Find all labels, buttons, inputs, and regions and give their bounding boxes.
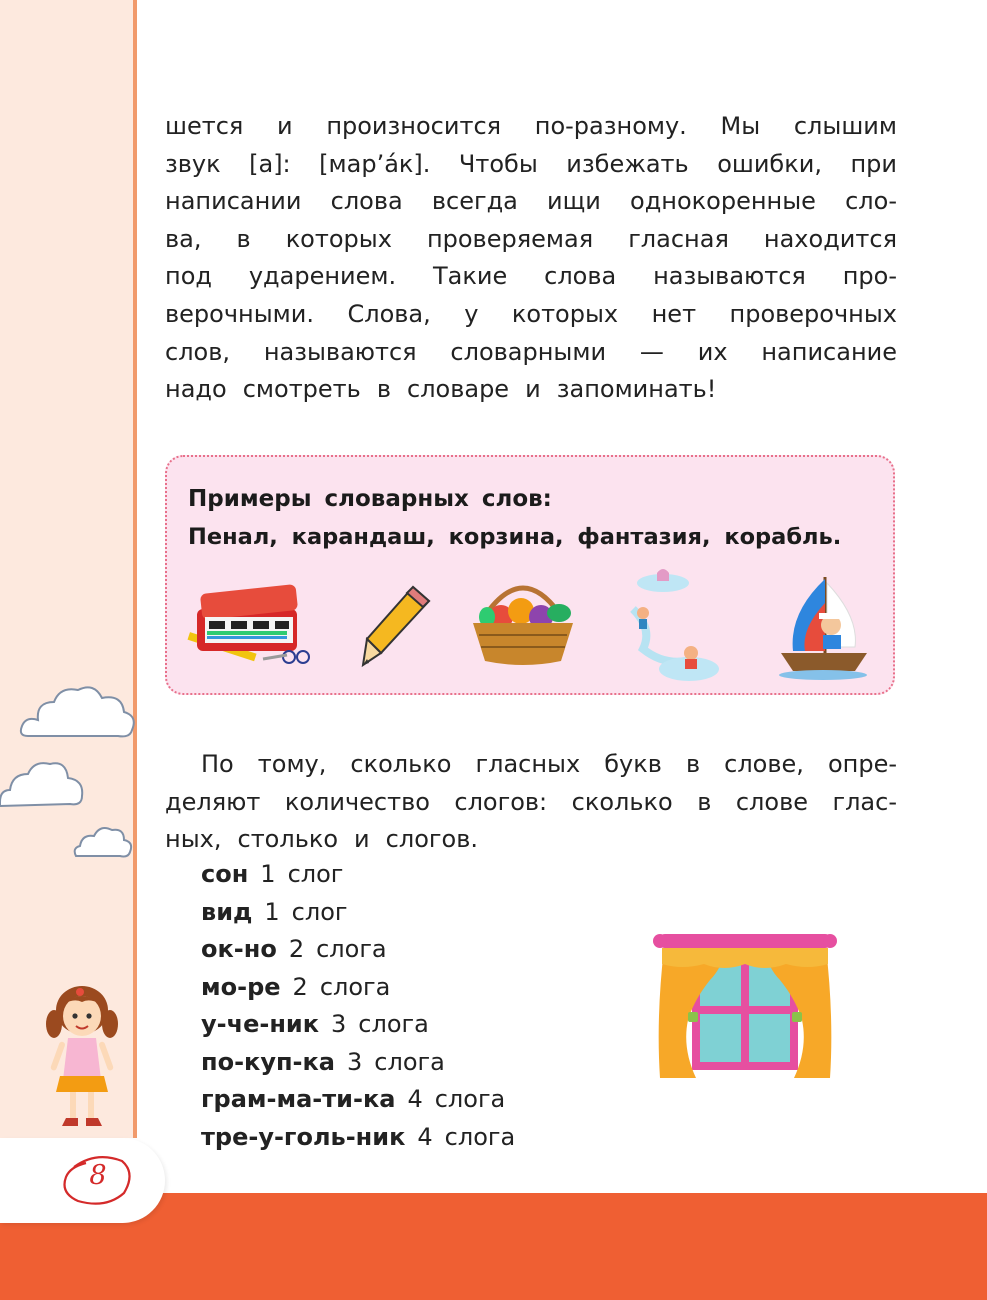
syllable-word: мо-ре — [201, 972, 281, 1001]
paragraph-1 — [165, 108, 897, 409]
window-curtains-icon — [652, 928, 838, 1088]
pencil-case-icon — [183, 569, 315, 669]
list-item — [201, 931, 601, 969]
cloud-icon — [18, 676, 138, 748]
cloud-icon — [72, 822, 134, 862]
text-line: ных, столько и слогов. — [165, 825, 478, 854]
cloud-icon — [0, 752, 86, 814]
syllable-unit: слог — [291, 897, 348, 926]
list-item — [201, 1044, 601, 1082]
list-item — [201, 969, 601, 1007]
syllable-unit: слога — [374, 1047, 445, 1076]
syllable-word: грам-ма-ти-ка — [201, 1085, 396, 1113]
syllable-unit: слога — [358, 1010, 429, 1038]
syllable-list — [201, 856, 601, 1156]
syllable-count: 3 — [331, 1010, 347, 1038]
list-item — [201, 894, 601, 932]
syllable-unit: слог — [287, 860, 344, 888]
text-line: надо смотреть в словаре и запоминать! — [165, 375, 717, 404]
list-item — [201, 1119, 601, 1157]
paragraph-2 — [165, 746, 897, 859]
fantasy-clouds-icon — [623, 569, 723, 689]
text-line: под ударением. Такие слова называются про- — [165, 262, 897, 291]
syllable-word: тре-у-голь-ник — [201, 1122, 406, 1151]
text-line: звук [а]: [мар’а́к]. Чтобы избежать ошибки, при — [165, 149, 897, 178]
page-number: 8 — [62, 1153, 134, 1207]
syllable-unit: слога — [434, 1085, 506, 1113]
girl-icon — [36, 980, 128, 1130]
syllable-count: 1 — [260, 860, 276, 888]
list-item — [201, 856, 601, 894]
examples-box — [165, 455, 895, 695]
examples-title: Примеры словарных слов: — [188, 486, 552, 512]
syllable-count: 3 — [347, 1047, 363, 1076]
syllable-word: по-куп-ка — [201, 1047, 335, 1076]
list-item — [201, 1081, 601, 1119]
text-line: деляют количество слогов: сколько в слове глас- — [165, 787, 897, 816]
syllable-count: 4 — [407, 1085, 423, 1113]
syllable-word: ок-но — [201, 935, 277, 963]
syllable-unit: слога — [316, 935, 387, 963]
text-line: шется и произносится по-разному. Мы слышим — [165, 112, 897, 140]
text-line: По тому, сколько гласных букв в слове, опре- — [201, 750, 897, 778]
syllable-count: 4 — [417, 1122, 433, 1151]
syllable-count: 1 — [264, 897, 280, 926]
text-line: верочными. Слова, у которых нет проверочных — [165, 299, 897, 328]
sailboat-boy-icon — [775, 573, 873, 681]
syllable-word: сон — [201, 860, 249, 888]
pencil-icon — [361, 583, 433, 669]
text-line: слов, называются словарными — их написание — [165, 337, 897, 366]
text-line: ва, в которых проверяемая гласная находится — [165, 224, 897, 253]
syllable-word: вид — [201, 897, 253, 926]
text-line: написании слова всегда ищи однокоренные сло- — [165, 187, 897, 216]
side-panel — [0, 0, 137, 1138]
list-item — [201, 1006, 601, 1044]
syllable-count: 2 — [292, 972, 308, 1001]
syllable-word: у-че-ник — [201, 1010, 320, 1038]
fruit-basket-icon — [467, 573, 579, 669]
syllable-unit: слога — [319, 972, 391, 1001]
syllable-count: 2 — [288, 935, 305, 963]
syllable-unit: слога — [444, 1122, 516, 1151]
examples-words: Пенал, карандаш, корзина, фантазия, корабль. — [188, 524, 842, 550]
